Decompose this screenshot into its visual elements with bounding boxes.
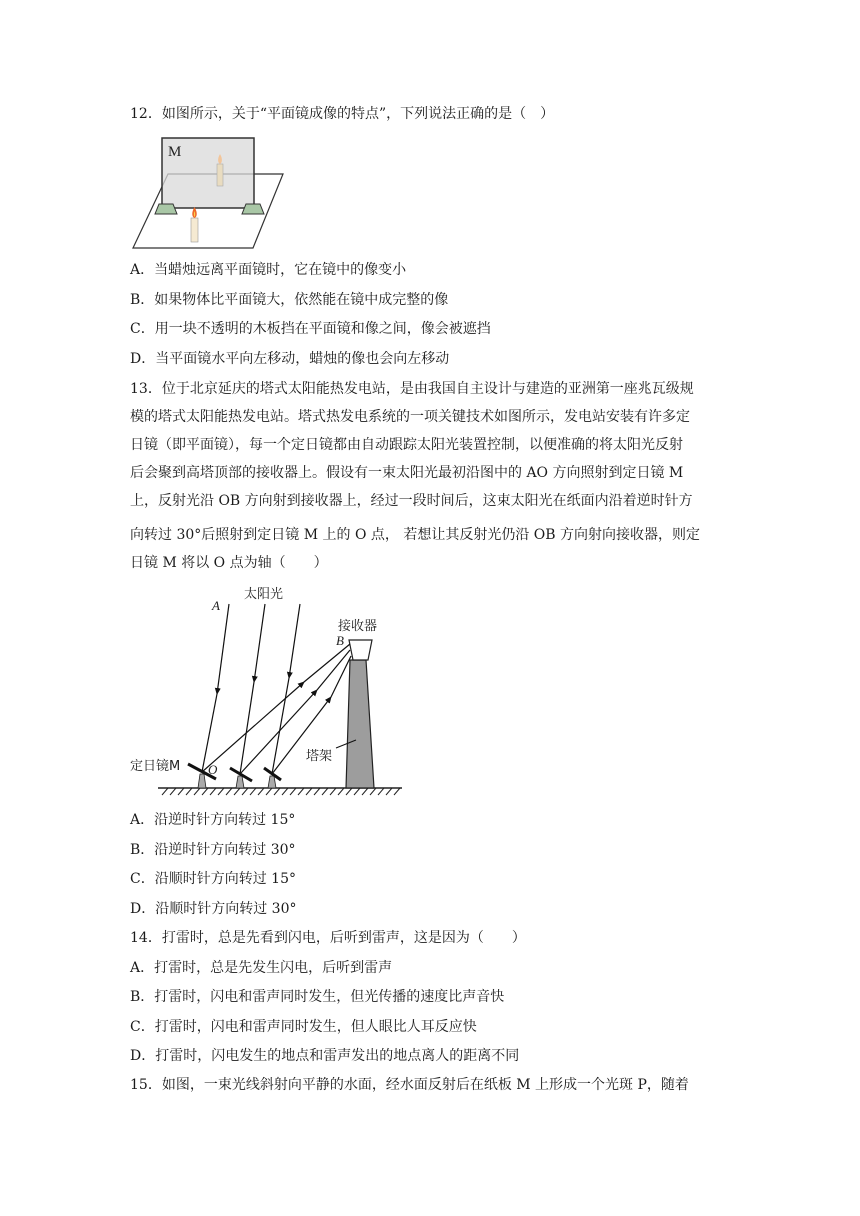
candle-image: [217, 164, 223, 186]
label-tower: 塔架: [306, 749, 333, 764]
q15-stem: 15．如图，一束光线斜射向平静的水面，经水面反射后在纸板 M 上形成一个光斑 P，随着: [130, 1077, 689, 1093]
q13-stem-line-5: 上，反射光沿 OB 方向射到接收器上，经过一段时间后，这束太阳光在纸面内沿着逆时针方: [130, 493, 693, 509]
candle: [191, 218, 198, 242]
q14-option-b: B．打雷时，闪电和雷声同时发生，但光传播的速度比声音快: [130, 989, 505, 1005]
label-b: B: [336, 633, 344, 648]
q12-option-b: B．如果物体比平面镜大，依然能在镜中成完整的像: [130, 292, 449, 308]
receiver: [349, 640, 372, 660]
label-a: A: [212, 598, 220, 613]
label-o: O: [208, 762, 218, 777]
q13-stem-line-7: 日镜 M 将以 O 点为轴（ ）: [130, 555, 328, 571]
q13-stem-line-1: 13．位于北京延庆的塔式太阳能热发电站，是由我国自主设计与建造的亚洲第一座兆瓦级规: [130, 381, 694, 397]
mirror-support-3: [268, 776, 276, 788]
q13-stem-line-3: 日镜（即平面镜），每一个定日镜都由自动跟踪太阳光装置控制，以便准确的将太阳光反射: [130, 437, 683, 453]
q14-option-a: A．打雷时，总是先发生闪电，后听到雷声: [130, 960, 393, 976]
label-receiver: 接收器: [338, 619, 378, 634]
incident-ray-3: [289, 604, 300, 678]
q13-stem-line-4: 后会聚到高塔顶部的接收器上。假设有一束太阳光最初沿图中的 AO 方向照射到定日镜 M: [130, 465, 684, 481]
mirror-support-1: [198, 774, 206, 788]
mirror-stand-right: [242, 204, 264, 214]
q12-stem: 12．如图所示，关于“平面镜成像的特点”，下列说法正确的是（ ）: [130, 106, 555, 122]
incident-ray-ao: [217, 604, 229, 694]
mirror-stand-left: [155, 204, 177, 214]
q13-stem-line-6: 向转过 30°后照射到定日镜 M 上的 O 点， 若想让其反射光仍沿 OB 方向射向接收器，则定: [130, 527, 700, 543]
incident-ray-3-lower: [272, 678, 289, 774]
incident-ray-2: [254, 604, 265, 682]
q12-figure-mirror-candle: [128, 134, 288, 252]
q13-option-c: C．沿顺时针方向转过 15°: [130, 871, 296, 887]
q14-option-c: C．打雷时，闪电和雷声同时发生，但人眼比人耳反应快: [130, 1019, 477, 1035]
ground-hatching: [162, 788, 400, 795]
q12-option-a: A．当蜡烛远离平面镜时，它在镜中的像变小: [130, 262, 407, 278]
q13-figure-solar-tower: [128, 582, 410, 800]
q14-option-d: D．打雷时，闪电发生的地点和雷声发出的地点离人的距离不同: [130, 1048, 520, 1064]
q13-option-b: B．沿逆时针方向转过 30°: [130, 842, 296, 858]
q12-option-c: C．用一块不透明的木板挡在平面镜和像之间，像会被遮挡: [130, 321, 491, 337]
q14-stem: 14．打雷时，总是先看到闪电，后听到雷声，这是因为（ ）: [130, 930, 526, 946]
q13-option-a: A．沿逆时针方向转过 15°: [130, 812, 296, 828]
tower-body: [346, 660, 374, 788]
q12-option-d: D．当平面镜水平向左移动，蜡烛的像也会向左移动: [130, 351, 450, 367]
q13-option-d: D．沿顺时针方向转过 30°: [130, 901, 297, 917]
label-sunlight: 太阳光: [244, 587, 284, 602]
q13-stem-line-2: 模的塔式太阳能热发电站。塔式热发电系统的一项关键技术如图所示，发电站安装有许多定: [130, 409, 690, 425]
mirror-support-2: [236, 776, 244, 788]
mirror-label-m: M: [168, 144, 182, 160]
label-mirror-m: 定日镜M: [130, 759, 181, 774]
